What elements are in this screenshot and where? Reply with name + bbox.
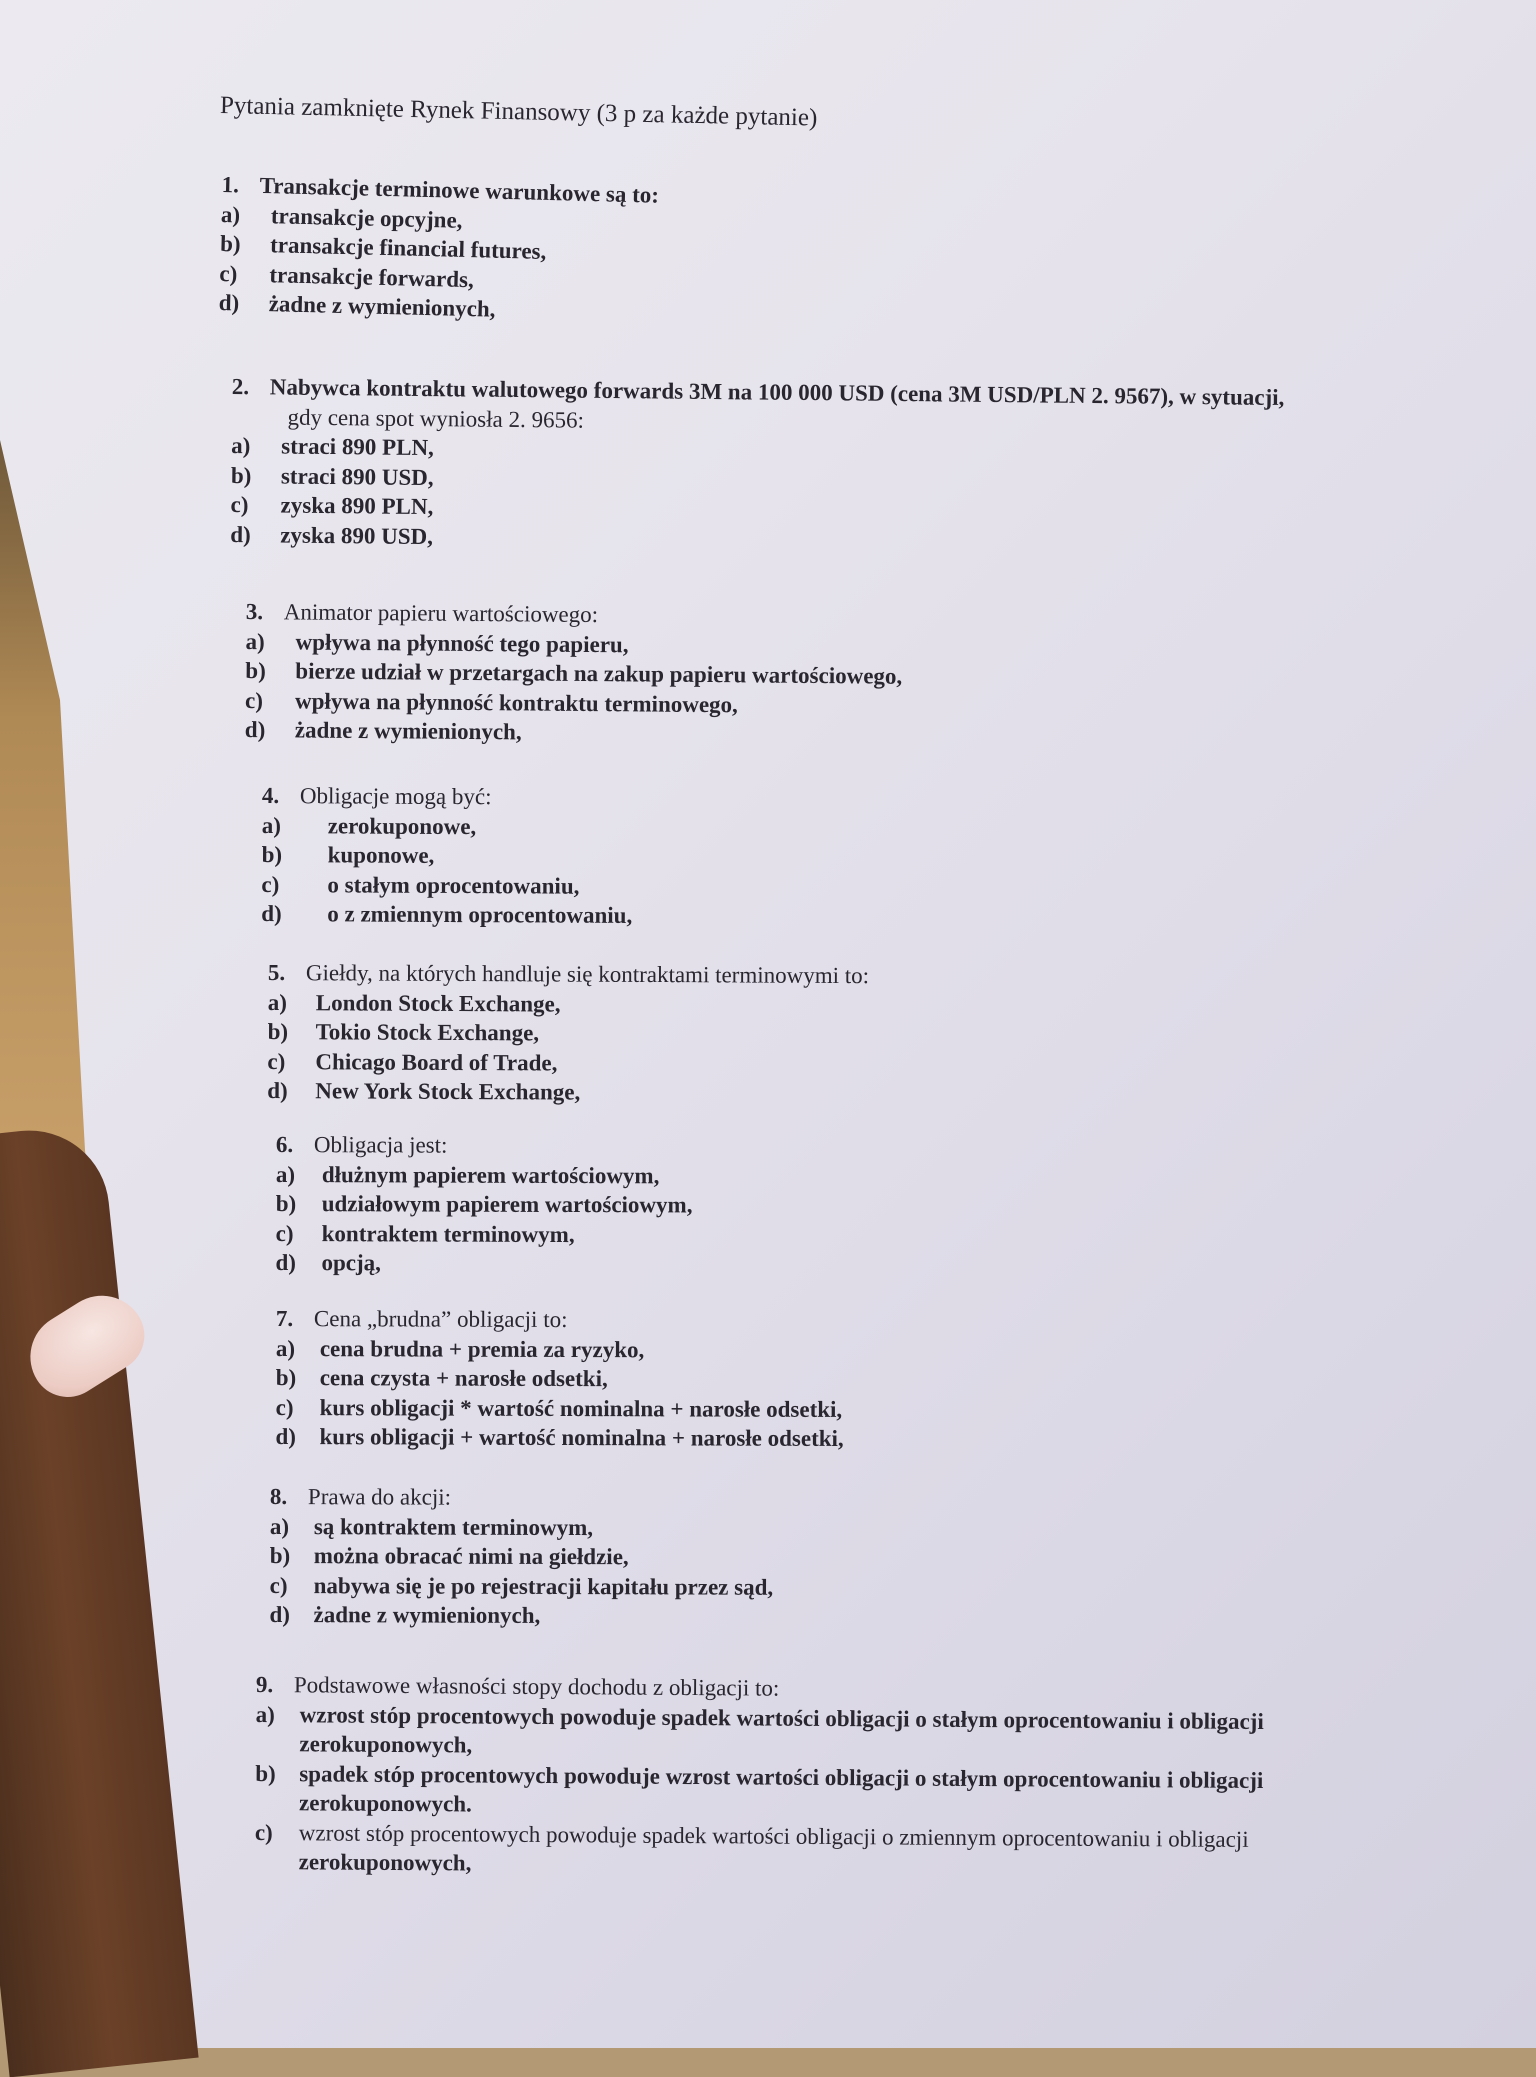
option-letter: b) [261,841,283,868]
option-text-continued: zerokuponowych, [298,1849,472,1876]
option-text: kuponowe, [327,842,435,868]
option-letter: d) [275,1423,297,1450]
question-text: Transakcje terminowe warunkowe są to: [259,172,660,208]
question-number: 6. [275,1132,294,1158]
option-letter: c) [261,871,280,897]
option-letter: a) [255,1701,275,1727]
option-letter: a) [220,201,241,227]
option-text: Chicago Board of Trade, [315,1048,558,1076]
option-letter: a) [275,1161,296,1187]
option-letter: a) [231,432,251,459]
option-d [275,1248,692,1279]
question-text: Cena „brudna” obligacji to: [313,1306,568,1333]
question-8 [269,1482,773,1631]
question-number: 2. [231,373,250,400]
question-number: 4. [261,783,280,809]
option-text: kontraktem terminowym, [321,1220,575,1247]
option-text: o z zmiennym oprocentowaniu, [327,901,633,928]
option-letter: c) [269,1572,288,1598]
option-c [276,1392,844,1423]
option-text: cena czysta + narosłe odsetki, [319,1365,608,1392]
question-text: Giełdy, na których handluje się kontraktami terminowymi to: [305,960,870,989]
option-text: straci 890 PLN, [281,433,435,461]
option-letter: a) [267,989,288,1015]
option-c [270,1570,774,1601]
option-letter: c) [230,491,249,518]
option-letter: c) [267,1048,286,1074]
option-text: można obracać nimi na giełdzie, [313,1543,629,1570]
option-b [276,1189,693,1220]
option-letter: a) [275,1335,296,1361]
option-letter: a) [269,1513,290,1539]
option-d [275,1422,843,1453]
option-b [270,1541,774,1572]
option-letter: b) [275,1190,297,1217]
option-text: transakcje opcyjne, [270,202,463,233]
question-text: Nabywca kontraktu walutowego forwards 3M na 100 000 USD (cena 3M USD/PLN 2. 9567), w sytuacji, [269,374,1285,411]
option-text: transakcje forwards, [269,261,475,292]
option-text: cena brudna + premia za ryzyko, [319,1335,645,1362]
option-a [262,810,633,841]
option-letter: d) [269,1601,291,1628]
option-letter: b) [267,1018,289,1045]
question-number: 1. [221,171,240,198]
question-text-continued: gdy cena spot wyniosła 2. 9656: [287,404,585,433]
option-text: żadne z wymienionych, [313,1602,541,1628]
question-number: 8. [269,1484,288,1510]
option-text: udziałowym papierem wartościowym, [321,1191,693,1218]
option-text: wpływa na płynność kontraktu terminowego, [294,687,738,717]
option-letter: d) [267,1077,288,1104]
option-text: żadne z wymienionych, [268,291,496,322]
question-text: Obligacja jest: [313,1132,448,1158]
option-d [267,1076,868,1109]
option-letter: a) [261,812,282,838]
option-text: wpływa na płynność tego papieru, [295,628,629,657]
question-number: 5. [267,960,286,986]
option-c [267,1046,868,1079]
option-b [276,1363,844,1394]
option-d [261,899,632,930]
question-4 [261,781,633,930]
option-text: straci 890 USD, [280,463,434,490]
option-letter: b) [275,1364,297,1391]
option-letter: a) [245,628,265,654]
option-letter: d) [230,521,251,547]
option-letter: d) [244,716,266,743]
option-letter: b) [245,657,266,684]
option-a [270,1511,774,1542]
option-letter: c) [244,687,264,713]
option-letter: c) [275,1220,294,1246]
question-9 [255,1670,1265,1884]
question-text: Podstawowe własności stopy dochodu z obligacji to: [293,1672,780,1701]
option-text: spadek stóp procentowych powoduje wzrost wartości obligacji o stałym oprocentowaniu i obligacji [299,1760,1264,1793]
option-text: zyska 890 USD, [280,522,434,549]
question-text: Obligacje mogą być: [299,783,492,810]
option-d [245,715,902,750]
option-letter: b) [230,462,252,488]
option-a [276,1333,844,1364]
option-text: New York Stock Exchange, [315,1078,581,1105]
option-letter: b) [255,1760,276,1786]
option-a [276,1159,693,1190]
option-c [276,1218,693,1249]
question-6 [275,1130,692,1279]
option-text: o stałym oprocentowaniu, [327,871,580,899]
question-number: 7. [275,1306,294,1332]
option-text: nabywa się je po rejestracji kapitału przez sąd, [313,1572,774,1600]
option-letter: c) [254,1819,273,1845]
option-a [268,987,869,1020]
option-text: wzrost stóp procentowych powoduje spadek wartości obligacji o stałym oprocentowaniu i obligacji [299,1701,1264,1734]
option-letter: b) [219,230,241,257]
option-b [268,1017,869,1050]
question-text: Prawa do akcji: [307,1484,452,1510]
question-3 [245,597,903,750]
option-text: wzrost stóp procentowych powoduje spadek wartości obligacji o zmiennym oprocentowaniu i obligacji [298,1819,1249,1852]
option-letter: d) [218,289,240,316]
option-text: żadne z wymienionych, [294,717,522,745]
option-text: opcją, [321,1250,382,1276]
option-text: Tokio Stock Exchange, [315,1019,540,1046]
option-text: kurs obligacji * wartość nominalna + narosłe odsetki, [319,1394,843,1422]
option-text: zyska 890 PLN, [280,492,434,520]
question-number: 3. [245,598,264,625]
option-letter: d) [275,1249,297,1276]
question-5 [267,958,869,1109]
option-letter: c) [275,1394,294,1420]
option-text: dłużnym papierem wartościowym, [321,1161,660,1188]
option-text: są kontraktem terminowym, [313,1513,594,1540]
option-text-continued: zerokuponowych, [299,1731,473,1758]
option-text: bierze udział w przetargach na zakup papieru wartościowego, [295,658,903,689]
option-text: zerokuponowe, [327,812,477,839]
option-text: London Stock Exchange, [315,989,561,1017]
question-7 [275,1304,844,1453]
question-1 [218,170,659,328]
option-text: transakcje financial futures, [269,232,547,264]
question-2 [230,372,1284,560]
option-text-continued: zerokuponowych. [298,1790,472,1817]
option-d [269,1600,773,1631]
page-title: Pytania zamknięte Rynek Finansowy (3 p za każde pytanie) [219,92,818,132]
option-letter: b) [269,1542,291,1569]
option-text: kurs obligacji + wartość nominalna + narosłe odsetki, [319,1424,844,1451]
option-letter: d) [261,900,282,927]
option-letter: c) [219,260,238,286]
question-number: 9. [255,1672,274,1698]
option-c [261,869,632,900]
question-text: Animator papieru wartościowego: [283,599,599,628]
option-b [262,840,633,871]
